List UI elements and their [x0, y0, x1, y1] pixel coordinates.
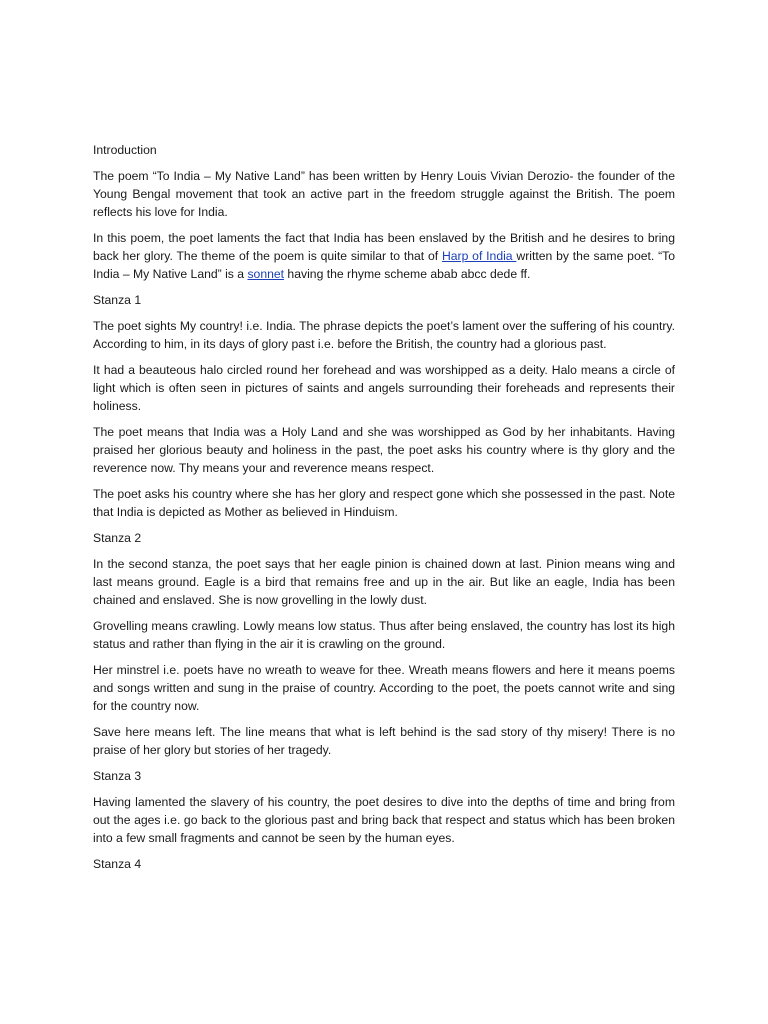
paragraph-stanza2-2: Grovelling means crawling. Lowly means low status. Thus after being enslaved, the country has lost its high status and rather than flying in the air it is crawling on the ground.: [93, 619, 675, 651]
paragraph-stanza1-1: The poet sights My country! i.e. India. The phrase depicts the poet’s lament over the suffering of his country. According to him, in its days of glory past i.e. before the British, the country had a glorious past.: [93, 319, 675, 351]
paragraph-stanza3-1: Having lamented the slavery of his country, the poet desires to dive into the depths of time and bring from out the ages i.e. go back to the glorious past and bring back that respect and status which has been broken into a few small fragments and cannot be seen by the human eyes.: [93, 795, 675, 845]
paragraph-text: having the rhyme scheme abab abcc dede ff.: [284, 267, 531, 281]
paragraph-intro-2: [93, 229, 675, 283]
section-heading-stanza-2: Stanza 2: [93, 531, 142, 545]
section-heading-introduction: Introduction: [93, 143, 157, 157]
section-heading-stanza-4: Stanza 4: [93, 857, 142, 871]
paragraph-text: written by the same poet. “To India – My Native Land” is a: [93, 249, 676, 281]
document-page: [93, 141, 675, 881]
link-sonnet[interactable]: sonnet: [247, 267, 285, 281]
paragraph-intro-1: The poem “To India – My Native Land” has been written by Henry Louis Vivian Derozio- the founder of the Young Bengal movement that took an active part in the freedom struggle against the British. The poem reflects his love for India.: [93, 169, 675, 219]
paragraph-stanza2-1: In the second stanza, the poet says that her eagle pinion is chained down at last. Pinion means wing and last means ground. Eagle is a bird that remains free and up in the air. But like an eagle, India has been chained and enslaved. She is now grovelling in the lowly dust.: [93, 557, 675, 607]
paragraph-stanza1-4: The poet asks his country where she has her glory and respect gone which she possessed in the past. Note that India is depicted as Mother as believed in Hinduism.: [93, 487, 675, 519]
link-harp-of-india[interactable]: Harp of India: [441, 249, 517, 263]
paragraph-text: In this poem, the poet laments the fact that India has been enslaved by the British and he desires to bring back her glory. The theme of the poem is quite similar to that of: [93, 231, 675, 263]
paragraph-stanza1-2: It had a beauteous halo circled round her forehead and was worshipped as a deity. Halo means a circle of light which is often seen in pictures of saints and angels surrounding their foreheads and represents their holiness.: [93, 363, 675, 413]
paragraph-stanza1-3: The poet means that India was a Holy Land and she was worshipped as God by her inhabitants. Having praised her glorious beauty and holiness in the past, the poet asks his country where is thy glory and the reverence now. Thy means your and reverence means respect.: [93, 425, 675, 475]
paragraph-stanza2-3: Her minstrel i.e. poets have no wreath to weave for thee. Wreath means flowers and here it means poems and songs written and sung in the praise of country. According to the poet, the poets cannot write and sing for the country now.: [93, 663, 675, 713]
section-heading-stanza-1: Stanza 1: [93, 293, 142, 307]
section-heading-stanza-3: Stanza 3: [93, 769, 142, 783]
paragraph-stanza2-4: Save here means left. The line means that what is left behind is the sad story of thy misery! There is no praise of her glory but stories of her tragedy.: [93, 725, 675, 757]
